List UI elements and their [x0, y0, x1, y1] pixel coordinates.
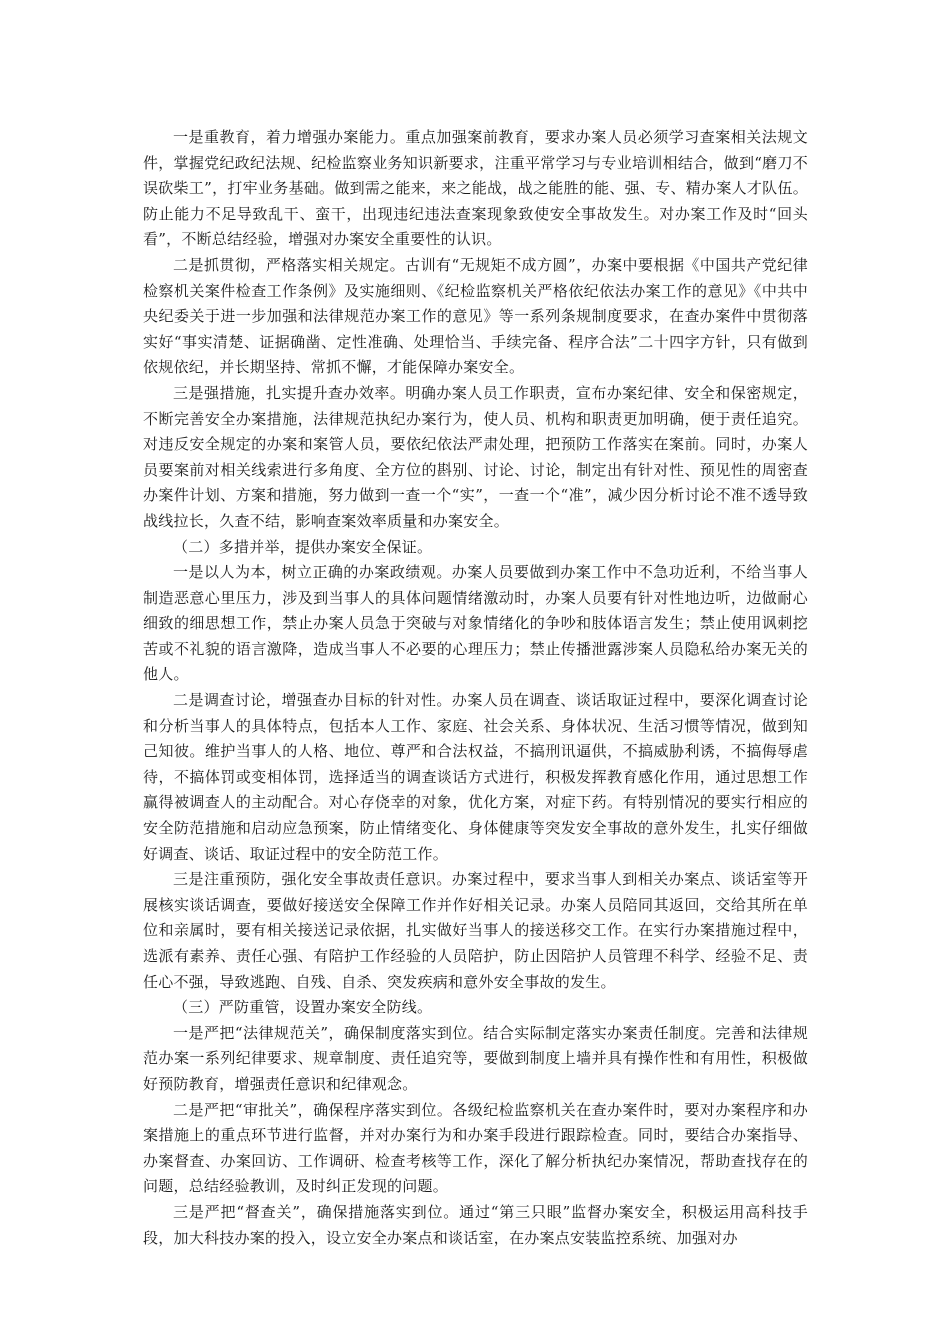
paragraph-implementation: 二是抓贯彻，严格落实相关规定。古训有“无规矩不成方圆”，办案中要根据《中国共产党纪律检察机关案件检查工作条例》及实施细则、《纪检监察机关严格依纪依法办案工作的意见》《中共中央纪委关于进一步加强和法律规范办案工作的意见》等一系列条规制度要求，在查办案件中贯彻落实好“事实清楚、证据确凿、定性准确、处理恰当、手续完备、程序合法”二十四字方针，只有做到依规依纪，并长期坚持、常抓不懈，才能保障办案安全。	[143, 255, 808, 377]
paragraph-prevention: 三是注重预防，强化安全事故责任意识。办案过程中，要求当事人到相关办案点、谈话室等开展核实谈话调查，要做好接送安全保障工作并作好相关记录。办案人员陪同其返回，交给其所在单位和亲属时，要有相关接送记录依据，扎实做好当事人的接送移交工作。在实行办案措施过程中，选派有素养、责任心强、有陪护工作经验的人员陪护，防止因陪护人员管理不科学、经验不足、责任心不强，导致逃跑、自残、自杀、突发疾病和意外安全事故的发生。	[143, 870, 808, 991]
section-heading-3: （三）严防重管，设置办案安全防线。	[173, 998, 433, 1017]
paragraph-supervision: 三是严把“督查关”，确保措施落实到位。通过“第三只眼”监督办案安全，积极运用高科技手段，加大科技办案的投入，设立安全办案点和谈话室，在办案点安装监控系统、加强对办	[143, 1202, 808, 1247]
paragraph-measures: 三是强措施，扎实提升查办效率。明确办案人员工作职责，宣布办案纪律、安全和保密规定，不断完善安全办案措施，法律规范执纪办案行为，使人员、机构和职责更加明确，便于责任追究。对违反安全规定的办案和案管人员，要依纪依法严肃处理，把预防工作落实在案前。同时，办案人员要案前对相关线索进行多角度、全方位的斟别、讨论、讨论，制定出有针对性、预见性的周密查办案件计划、方案和措施，努力做到一查一个“实”，一查一个“准”，减少因分析讨论不准不透导致战线拉长，久查不结，影响查案效率质量和办案安全。	[143, 383, 808, 530]
paragraph-legal-norms: 一是严把“法律规范关”，确保制度落实到位。结合实际制定落实办案责任制度。完善和法律规范办案一系列纪律要求、规章制度、责任追究等，要做到制度上墙并具有操作性和有用性，积极做好预防教育，增强责任意识和纪律观念。	[143, 1023, 808, 1093]
paragraph-people-oriented: 一是以人为本，树立正确的办案政绩观。办案人员要做到办案工作中不急功近利，不给当事人制造恶意心里压力，涉及到当事人的具体问题情绪激动时，办案人员要有针对性地边听，边做耐心细致的细思想工作，禁止办案人员急于突破与对象情绪化的争吵和肢体语言发生；禁止使用讽刺挖苦或不礼貌的语言激降，造成当事人不必要的心理压力；禁止传播泄露涉案人员隐私给办案无关的他人。	[143, 563, 808, 684]
paragraph-education: 一是重教育，着力增强办案能力。重点加强案前教育，要求办案人员必须学习查案相关法规文件，掌握党纪政纪法规、纪检监察业务知识新要求，注重平常学习与专业培训相结合，做到“磨刀不误砍柴工”，打牢业务基础。做到需之能来，来之能战，战之能胜的能、强、专、精办案人才队伍。防止能力不足导致乱干、蛮干，出现违纪违法查案现象致使安全事故发生。对办案工作及时“回头看”，不断总结经验，增强对办案安全重要性的认识。	[143, 128, 808, 249]
document-body	[143, 125, 808, 1251]
paragraph-approval: 二是严把“审批关”，确保程序落实到位。各级纪检监察机关在查办案件时，要对办案程序和办案措施上的重点环节进行监督，并对办案行为和办案手段进行跟踪检查。同时，要结合办案指导、办案督查、办案回访、工作调研、检查考核等工作，深化了解分析执纪办案情况，帮助查找存在的问题，总结经验教训，及时纠正发现的问题。	[143, 1100, 808, 1196]
section-heading-2: （二）多措并举，提供办案安全保证。	[173, 537, 433, 556]
paragraph-investigation: 二是调查讨论，增强查办目标的针对性。办案人员在调查、谈话取证过程中，要深化调查讨论和分析当事人的具体特点，包括本人工作、家庭、社会关系、身体状况、生活习惯等情况，做到知己知彼。维护当事人的人格、地位、尊严和合法权益，不搞刑讯逼供，不搞威胁利诱，不搞侮辱虐待，不搞体罚或变相体罚，选择适当的调查谈话方式进行，积极发挥教育感化作用，通过思想工作赢得被调查人的主动配合。对心存侥幸的对象，优化方案，对症下药。有特别情况的要实行相应的安全防范措施和启动应急预案，防止情绪变化、身体健康等突发安全事故的意外发生，扎实仔细做好调查、谈话、取证过程中的安全防范工作。	[143, 691, 808, 863]
